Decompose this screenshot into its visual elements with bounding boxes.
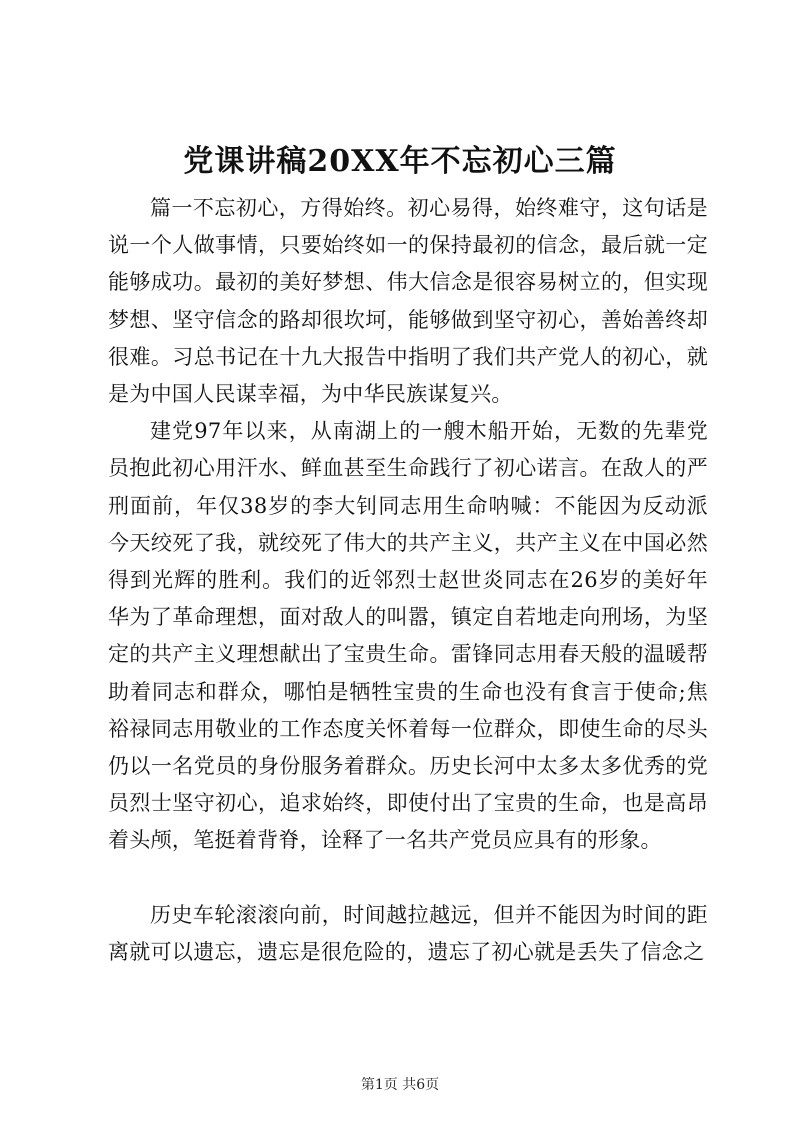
document-body	[108, 190, 708, 971]
document-title: 党课讲稿20XX年不忘初心三篇	[183, 144, 617, 179]
paragraph-2: 建党97年以来，从南湖上的一艘木船开始，无数的先辈党员抱此初心用汗水、鲜血甚至生命践行了初心诺言。在敌人的严刑面前，年仅38岁的李大钊同志用生命呐喊：不能因为反动派今天绞死了我，就绞死了伟大的共产主义，共产主义在中国必然得到光辉的胜利。我们的近邻烈士赵世炎同志在26岁的美好年华为了革命理想，面对敌人的叫嚣，镇定自若地走向刑场，为坚定的共产主义理想献出了宝贵生命。雷锋同志用春天般的温暖帮助着同志和群众，哪怕是牺牲宝贵的生命也没有食言于使命;焦裕禄同志用敬业的工作态度关怀着每一位群众，即使生命的尽头仍以一名党员的身份服务着群众。历史长河中太多太多优秀的党员烈士坚守初心，追求始终，即使付出了宝贵的生命，也是高昂着头颅，笔挺着背脊，诠释了一名共产党员应具有的形象。	[108, 419, 708, 853]
page-number-footer: 第1页 共6页	[360, 1077, 440, 1093]
paragraph-1: 篇一不忘初心，方得始终。初心易得，始终难守，这句话是说一个人做事情，只要始终如一的保持最初的信念，最后就一定能够成功。最初的美好梦想、伟大信念是很容易树立的，但实现梦想、坚守信念的路却很坎坷，能够做到坚守初心，善始善终却很难。习总书记在十九大报告中指明了我们共产党人的初心，就是为中国人民谋幸福，为中华民族谋复兴。	[108, 196, 708, 407]
paragraph-3: 历史车轮滚滚向前，时间越拉越远，但并不能因为时间的距离就可以遗忘，遗忘是很危险的，遗忘了初心就是丢失了信念之	[108, 902, 708, 964]
